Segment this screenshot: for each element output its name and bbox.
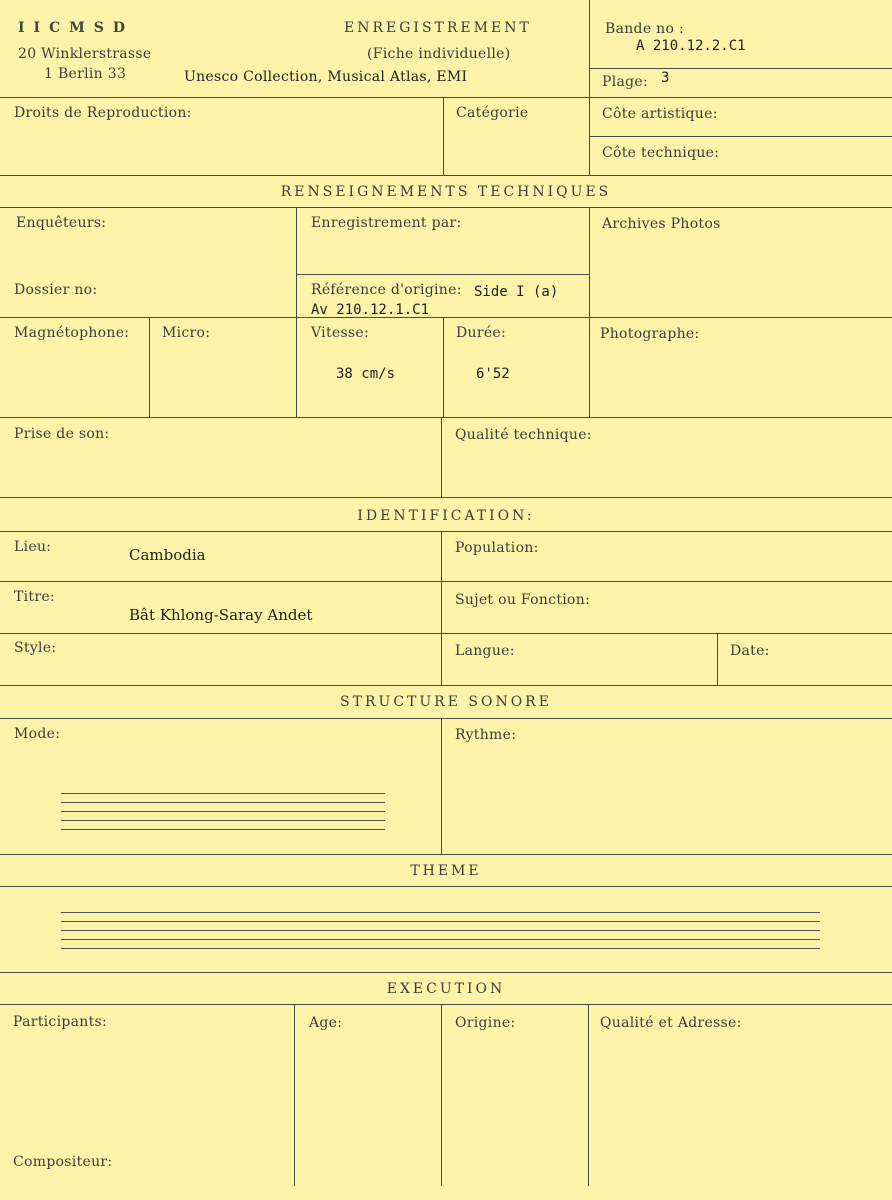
origine-label: Origine:: [455, 1015, 516, 1031]
rule-tech-row2-bottom: [0, 417, 892, 418]
style-label: Style:: [14, 640, 57, 656]
age-label: Age:: [309, 1015, 343, 1031]
lieu-label: Lieu:: [14, 539, 52, 555]
rule-execution-title-bottom: [0, 1004, 892, 1005]
collection-name: Unesco Collection, Musical Atlas, EMI: [184, 69, 468, 85]
theme-staff-line: [61, 912, 820, 913]
magnetophone-label: Magnétophone:: [14, 325, 130, 341]
rule-v-micro: [149, 317, 150, 417]
theme-staff-line: [61, 939, 820, 940]
ident-section-title: IDENTIFICATION:: [357, 508, 535, 524]
mode-label: Mode:: [14, 726, 61, 742]
vitesse-value: 38 cm/s: [336, 366, 396, 382]
dossier-label: Dossier no:: [14, 282, 98, 298]
sujet-label: Sujet ou Fonction:: [455, 592, 591, 608]
duree-value: 6'52: [476, 366, 510, 382]
rule-v-tech-b: [589, 207, 590, 417]
date-label: Date:: [730, 643, 770, 659]
structure-section-title: STRUCTURE SONORE: [340, 694, 552, 710]
photographe-label: Photographe:: [600, 326, 700, 342]
mode-staff-line: [61, 829, 385, 830]
rule-header-bottom: [0, 97, 892, 98]
address-line-2: 1 Berlin 33: [44, 66, 127, 82]
reference-value-2: Av 210.12.1.C1: [311, 302, 430, 318]
droits-label: Droits de Reproduction:: [14, 105, 192, 121]
rule-v-exec-b: [441, 1004, 442, 1186]
institute-logo: IICMSD: [18, 20, 134, 36]
categorie-label: Catégorie: [456, 105, 529, 121]
langue-label: Langue:: [455, 643, 515, 659]
reference-value-1: Side I (a): [474, 284, 559, 300]
rule-theme-title-bottom: [0, 886, 892, 887]
duree-label: Durée:: [456, 325, 507, 341]
qualite-technique-label: Qualité technique:: [455, 427, 592, 443]
bande-label: Bande no :: [605, 21, 684, 37]
rule-theme-bottom: [0, 972, 892, 973]
enregistrement-par-label: Enregistrement par:: [311, 215, 462, 231]
mode-staff-line: [61, 820, 385, 821]
theme-section-title: THEME: [410, 863, 482, 879]
micro-label: Micro:: [162, 325, 211, 341]
rule-titre-bottom: [0, 633, 892, 634]
vitesse-label: Vitesse:: [311, 325, 370, 341]
titre-label: Titre:: [14, 589, 55, 605]
rule-v-qualite: [441, 417, 442, 497]
rule-v-tech-a: [296, 207, 297, 417]
theme-staff-line: [61, 930, 820, 931]
lieu-value: Cambodia: [129, 546, 206, 564]
rule-lieu-bottom: [0, 581, 892, 582]
bande-value: A 210.12.2.C1: [636, 38, 746, 54]
form-title: ENREGISTREMENT: [344, 20, 532, 36]
rule-v-header-right: [589, 0, 590, 175]
rule-tech-row3-bottom: [0, 497, 892, 498]
cote-artistique-label: Côte artistique:: [602, 106, 718, 122]
execution-section-title: EXECUTION: [386, 981, 506, 997]
rule-cote: [589, 136, 892, 137]
population-label: Population:: [455, 540, 539, 556]
compositeur-label: Compositeur:: [13, 1154, 113, 1170]
plage-label: Plage:: [602, 74, 649, 90]
tech-section-title: RENSEIGNEMENTS TECHNIQUES: [280, 184, 612, 200]
rule-v-date: [717, 633, 718, 685]
rule-enregistrement: [296, 274, 589, 275]
rule-v-structure: [441, 718, 442, 854]
rule-style-bottom: [0, 685, 892, 686]
participants-label: Participants:: [13, 1014, 108, 1030]
qualite-adresse-label: Qualité et Adresse:: [600, 1015, 742, 1031]
rule-v-exec-a: [294, 1004, 295, 1186]
rule-tech-row1-bottom: [0, 317, 892, 318]
rule-bande-plage: [589, 68, 892, 69]
prise-de-son-label: Prise de son:: [14, 426, 110, 442]
rythme-label: Rythme:: [455, 727, 517, 743]
cote-technique-label: Côte technique:: [602, 145, 720, 161]
mode-staff-line: [61, 802, 385, 803]
rule-v-ident: [441, 531, 442, 685]
rule-v-categorie: [443, 97, 444, 175]
rule-rights-bottom: [0, 175, 892, 176]
theme-staff-line: [61, 921, 820, 922]
mode-staff-line: [61, 811, 385, 812]
rule-structure-bottom: [0, 854, 892, 855]
rule-structure-title-bottom: [0, 718, 892, 719]
plage-value: 3: [661, 70, 670, 86]
rule-tech-title-bottom: [0, 207, 892, 208]
archives-photos-label: Archives Photos: [602, 216, 721, 232]
theme-staff-line: [61, 948, 820, 949]
form-subtitle: (Fiche individuelle): [367, 46, 511, 62]
enqueteurs-label: Enquêteurs:: [16, 215, 107, 231]
address-line-1: 20 Winklerstrasse: [18, 46, 152, 62]
rule-v-duree: [443, 317, 444, 417]
mode-staff-line: [61, 793, 385, 794]
reference-label: Référence d'origine:: [311, 282, 462, 298]
rule-ident-title-bottom: [0, 531, 892, 532]
rule-v-exec-c: [588, 1004, 589, 1186]
titre-value: Bât Khlong-Saray Andet: [129, 606, 313, 624]
